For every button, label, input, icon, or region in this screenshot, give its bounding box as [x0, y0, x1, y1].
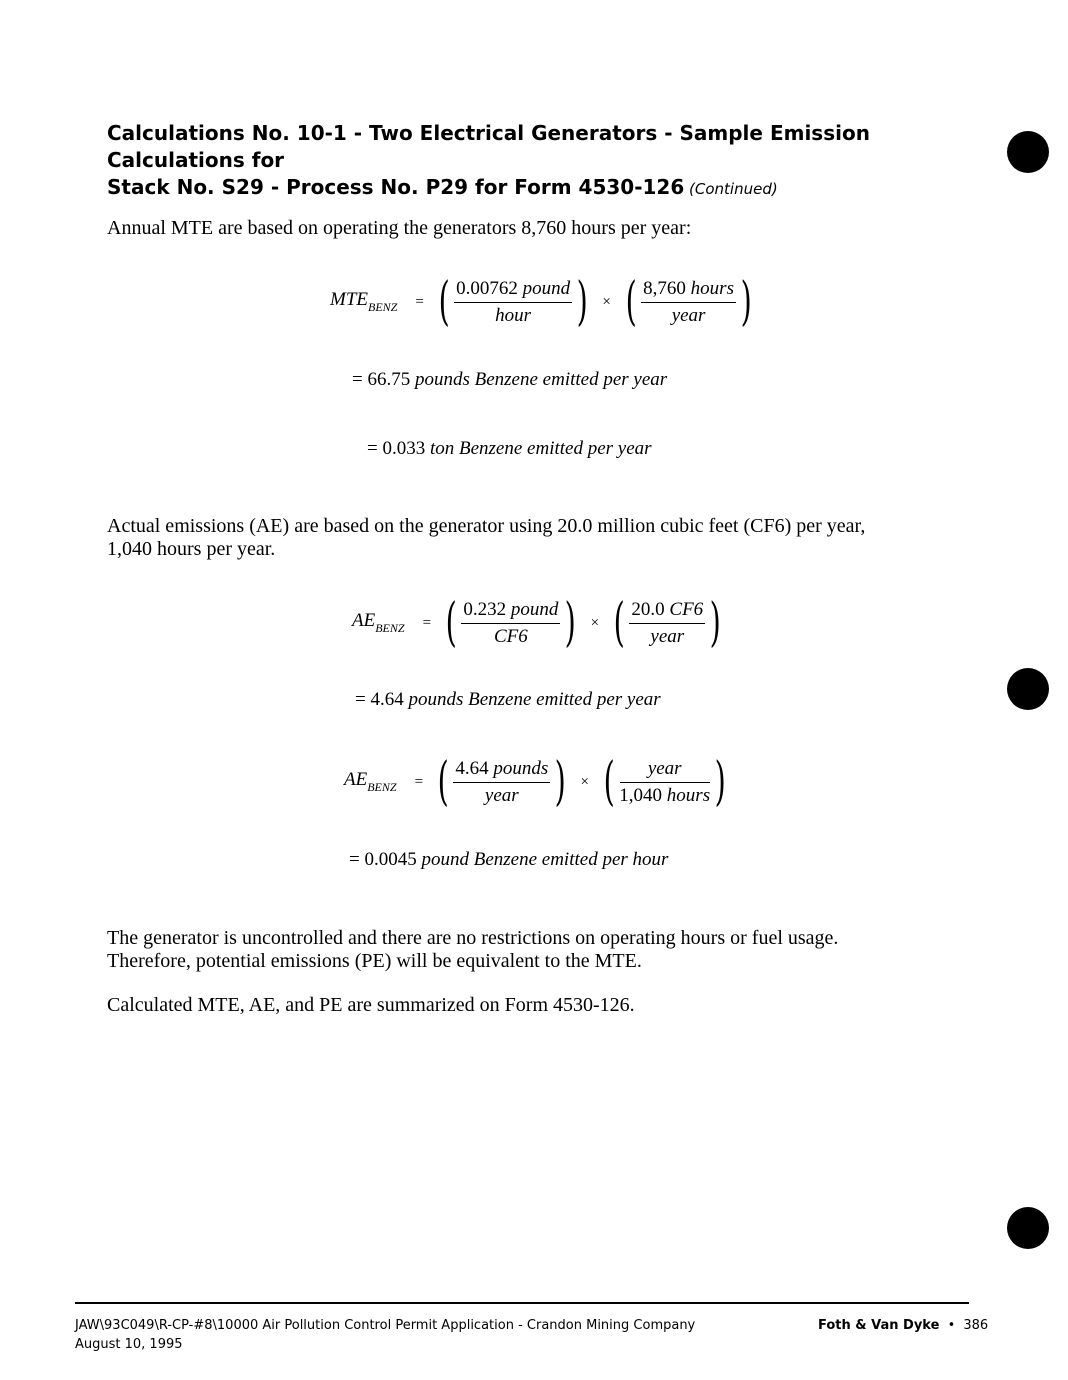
conclusion-line-1: The generator is uncontrolled and there are no restrictions on operating hours or fuel usage.	[107, 927, 839, 949]
page-heading	[107, 120, 967, 203]
conclusion-paragraph	[107, 927, 957, 973]
intro-ae-line-2: 1,040 hours per year.	[107, 538, 276, 560]
result-ae-pound-hour: = 0.0045 pound Benzene emitted per hour	[349, 849, 669, 870]
intro-ae-paragraph	[107, 515, 957, 561]
binder-hole-bottom	[1007, 1207, 1049, 1249]
footer-company: Foth & Van Dyke	[818, 1318, 940, 1333]
heading-continued: (Continued)	[684, 180, 778, 198]
footer-page-number: 386	[963, 1318, 989, 1333]
equation-ae-benz-annual: $AE_{BENZ}$ = ( $\frac{\text{0.232 pound}}{CF6}$ ) × ( $\frac{20.0 CF6}{\text{year}}$ )	[352, 593, 721, 653]
eq3-fraction-1: $\frac{\text{4.64 pounds}}{\text{year}}$	[455, 757, 549, 806]
conclusion-line-2: Therefore, potential emissions (PE) will be equivalent to the MTE.	[107, 950, 642, 972]
footer-date: August 10, 1995	[75, 1337, 183, 1352]
result-mte-pounds: = 66.75 pounds Benzene emitted per year	[352, 369, 668, 390]
result-mte-tons: = 0.033 ton Benzene emitted per year	[367, 438, 652, 459]
footer-path: JAW\93C049\R-CP-#8\10000 Air Pollution Control Permit Application - Crandon Mining Company	[75, 1318, 696, 1333]
binder-hole-middle	[1007, 668, 1049, 710]
intro-mte-paragraph: Annual MTE are based on operating the generators 8,760 hours per year:	[107, 217, 692, 239]
footer-bullet: •	[947, 1318, 956, 1333]
eq2-fraction-2: $\frac{20.0 CF6}{\text{year}}$	[631, 598, 704, 647]
binder-hole-top	[1007, 131, 1049, 173]
eq3-lhs: $AE_{BENZ}$	[344, 769, 397, 794]
eq1-fraction-1: $\frac{\text{0.00762 pound}}{\text{hour}}$	[456, 277, 571, 326]
heading-line-2-text: Stack No. S29 - Process No. P29 for Form 4530-126	[107, 175, 685, 199]
eq3-fraction-2: $\frac{\text{year}}{\text{1,040 hours}}$	[619, 757, 711, 806]
summary-paragraph: Calculated MTE, AE, and PE are summarized on Form 4530-126.	[107, 994, 635, 1016]
eq2-fraction-1: $\frac{\text{0.232 pound}}{CF6}$	[463, 598, 559, 647]
footer-company-page	[818, 1318, 988, 1333]
equation-ae-benz-hourly: $AE_{BENZ}$ = ( $\frac{\text{4.64 pounds}}{\text{year}}$ ) × ( $\frac{\text{year}}{\text{1,040 hours}}$ )	[344, 752, 726, 812]
heading-line-2	[107, 174, 967, 203]
eq1-fraction-2: $\frac{\text{8,760 hours}}{\text{year}}$	[643, 277, 734, 326]
equation-mte-benz: $MTE_{BENZ}$ = ( $\frac{\text{0.00762 pound}}{\text{hour}}$ ) × ( $\frac{\text{8,760 hours}}{\text{year}}$ )	[330, 272, 752, 332]
eq2-lhs: $AE_{BENZ}$	[352, 610, 405, 635]
result-ae-pounds-year: = 4.64 pounds Benzene emitted per year	[355, 689, 661, 710]
intro-ae-line-1: Actual emissions (AE) are based on the generator using 20.0 million cubic feet (CF6) per year,	[107, 515, 866, 537]
eq1-lhs: $MTE_{BENZ}$	[330, 289, 398, 314]
heading-line-1: Calculations No. 10-1 - Two Electrical Generators - Sample Emission Calculations for	[107, 121, 870, 172]
footer-rule	[75, 1302, 969, 1304]
